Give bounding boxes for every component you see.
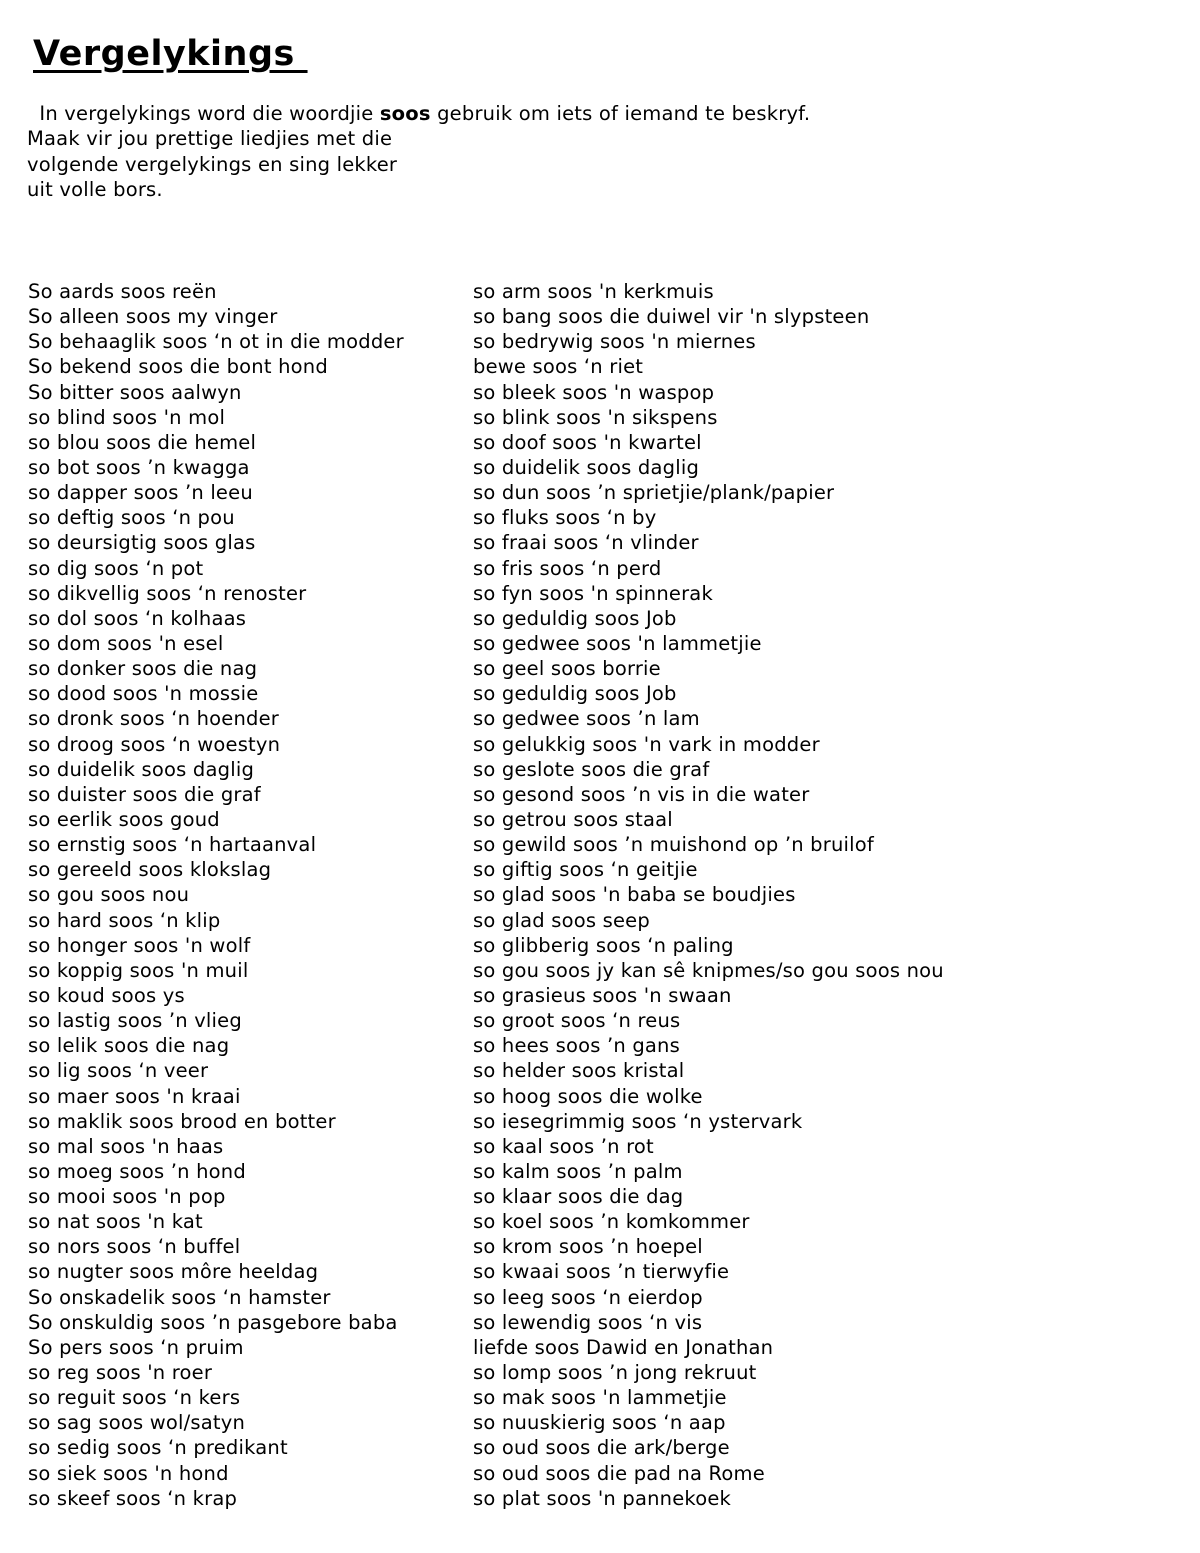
simile-item: so mal soos 'n haas xyxy=(28,1134,224,1158)
simile-item: so plat soos 'n pannekoek xyxy=(473,1486,732,1510)
simile-item: so skeef soos ‘n krap xyxy=(28,1486,238,1510)
simile-item: so lelik soos die nag xyxy=(28,1034,230,1058)
intro-keyword: soos xyxy=(379,102,431,125)
simile-item: So onskadelik soos ‘n hamster xyxy=(28,1285,331,1309)
simile-item: so grasieus soos 'n swaan xyxy=(473,983,732,1007)
simile-item: so glad soos seep xyxy=(473,908,650,932)
simile-item: so honger soos 'n wolf xyxy=(28,933,251,957)
simile-item: so hard soos ‘n klip xyxy=(28,908,221,932)
simile-item: so dronk soos ‘n hoender xyxy=(28,707,280,731)
simile-item: so deftig soos ‘n pou xyxy=(28,506,235,530)
intro-line-3: volgende vergelykings en sing lekker xyxy=(27,152,398,176)
simile-item: so bot soos ’n kwagga xyxy=(28,455,250,479)
simile-item: so dikvellig soos ‘n renoster xyxy=(28,581,307,605)
simile-item: so duister soos die graf xyxy=(28,782,261,806)
simile-item: so kaal soos ’n rot xyxy=(473,1134,654,1158)
simile-item: so klaar soos die dag xyxy=(473,1185,684,1209)
simile-item: so nuuskierig soos ‘n aap xyxy=(473,1411,726,1435)
simile-item: so hoog soos die wolke xyxy=(473,1084,703,1108)
simile-item: so duidelik soos daglig xyxy=(28,757,255,781)
simile-item: so nat soos 'n kat xyxy=(28,1210,203,1234)
simile-item: so geduldig soos Job xyxy=(473,606,677,630)
simile-item: So bitter soos aalwyn xyxy=(28,380,242,404)
simile-item: so gereeld soos klokslag xyxy=(28,858,272,882)
simile-item: so krom soos ’n hoepel xyxy=(473,1235,703,1259)
simile-item: so dom soos 'n esel xyxy=(28,631,224,655)
simile-item: so groot soos ‘n reus xyxy=(473,1009,681,1033)
simile-item: so reguit soos ‘n kers xyxy=(28,1386,241,1410)
simile-item: so lastig soos ’n vlieg xyxy=(28,1009,242,1033)
right-simile-list xyxy=(473,279,944,1511)
simile-item: so gewild soos ’n muishond op ’n bruilof xyxy=(473,833,874,857)
simile-item: so donker soos die nag xyxy=(28,657,258,681)
simile-item: so bang soos die duiwel vir 'n slypsteen xyxy=(473,305,870,329)
simile-item: so lig soos ‘n veer xyxy=(28,1059,209,1083)
simile-item: So bekend soos die bont hond xyxy=(28,355,328,379)
simile-item: so fluks soos ‘n by xyxy=(473,506,657,530)
simile-item: so eerlik soos goud xyxy=(28,807,220,831)
simile-item: so lewendig soos ‘n vis xyxy=(473,1310,703,1334)
simile-item: so glibberig soos ‘n paling xyxy=(473,933,734,957)
simile-item: so giftig soos ‘n geitjie xyxy=(473,858,698,882)
simile-item: so fyn soos 'n spinnerak xyxy=(473,581,713,605)
simile-item: so leeg soos ‘n eierdop xyxy=(473,1285,703,1309)
simile-item: so droog soos ‘n woestyn xyxy=(28,732,281,756)
intro-text: gebruik om iets of iemand te beskryf. xyxy=(430,102,811,125)
simile-item: so helder soos kristal xyxy=(473,1059,685,1083)
left-simile-list xyxy=(28,279,404,1511)
simile-item: so dun soos ’n sprietjie/plank/papier xyxy=(473,481,835,505)
simile-item: so oud soos die pad na Rome xyxy=(473,1461,765,1485)
intro-line-1 xyxy=(27,101,810,126)
simile-item: so dapper soos ’n leeu xyxy=(28,481,253,505)
intro-line-4: uit volle bors. xyxy=(27,177,163,201)
simile-item: so oud soos die ark/berge xyxy=(473,1436,730,1460)
simile-item: liefde soos Dawid en Jonathan xyxy=(473,1335,774,1359)
simile-item: so koppig soos 'n muil xyxy=(28,958,249,982)
simile-item: so duidelik soos daglig xyxy=(473,455,700,479)
simile-item: so blou soos die hemel xyxy=(28,430,257,454)
simile-item: so moeg soos ’n hond xyxy=(28,1159,246,1183)
simile-item: so geduldig soos Job xyxy=(473,682,677,706)
simile-item: so nors soos ‘n buffel xyxy=(28,1235,241,1259)
simile-item: so getrou soos staal xyxy=(473,807,673,831)
simile-item: bewe soos ‘n riet xyxy=(473,355,644,379)
simile-item: so kwaai soos ’n tierwyfie xyxy=(473,1260,730,1284)
simile-item: So pers soos ‘n pruim xyxy=(28,1335,244,1359)
simile-item: so gesond soos ’n vis in die water xyxy=(473,782,810,806)
simile-item: so arm soos 'n kerkmuis xyxy=(473,280,714,303)
simile-item: so sedig soos ‘n predikant xyxy=(28,1436,288,1460)
simile-item: so hees soos ’n gans xyxy=(473,1034,680,1058)
simile-item: so glad soos 'n baba se boudjies xyxy=(473,883,796,907)
simile-item: so iesegrimmig soos ‘n ystervark xyxy=(473,1109,803,1133)
simile-item: so siek soos 'n hond xyxy=(28,1461,229,1485)
simile-item: so maer soos 'n kraai xyxy=(28,1084,241,1108)
simile-item: So aards soos reën xyxy=(28,280,217,303)
simile-item: so geel soos borrie xyxy=(473,657,661,681)
simile-item: so gou soos jy kan sê knipmes/so gou soos nou xyxy=(473,958,944,982)
simile-item: so ernstig soos ‘n hartaanval xyxy=(28,833,317,857)
simile-item: so gedwee soos ’n lam xyxy=(473,707,700,731)
page-title: Vergelykings xyxy=(33,34,308,74)
simile-item: so mooi soos 'n pop xyxy=(28,1185,226,1209)
simile-item: so fraai soos ‘n vlinder xyxy=(473,531,699,555)
simile-item: so doof soos 'n kwartel xyxy=(473,430,702,454)
simile-item: so lomp soos ’n jong rekruut xyxy=(473,1361,757,1385)
simile-item: so dood soos 'n mossie xyxy=(28,682,259,706)
simile-item: so deursigtig soos glas xyxy=(28,531,256,555)
simile-item: so sag soos wol/satyn xyxy=(28,1411,246,1435)
simile-item: so fris soos ‘n perd xyxy=(473,556,662,580)
simile-item: so gou soos nou xyxy=(28,883,190,907)
simile-item: so koel soos ’n komkommer xyxy=(473,1210,750,1234)
simile-item: so maklik soos brood en botter xyxy=(28,1109,336,1133)
simile-item: so nugter soos môre heeldag xyxy=(28,1260,319,1284)
simile-item: So behaaglik soos ‘n ot in die modder xyxy=(28,330,404,354)
intro-line-2: Maak vir jou prettige liedjies met die xyxy=(27,127,393,151)
simile-item: so dol soos ‘n kolhaas xyxy=(28,606,247,630)
intro-paragraph xyxy=(27,101,810,202)
simile-item: So onskuldig soos ’n pasgebore baba xyxy=(28,1310,398,1334)
simile-item: so koud soos ys xyxy=(28,983,185,1007)
simile-item: so dig soos ‘n pot xyxy=(28,556,204,580)
simile-item: so bedrywig soos 'n miernes xyxy=(473,330,756,354)
simile-item: so blink soos 'n sikspens xyxy=(473,405,718,429)
simile-item: so geslote soos die graf xyxy=(473,757,710,781)
intro-text: In vergelykings word die woordjie xyxy=(33,102,380,125)
simile-item: so bleek soos 'n waspop xyxy=(473,380,715,404)
simile-item: So alleen soos my vinger xyxy=(28,305,278,329)
simile-item: so gelukkig soos 'n vark in modder xyxy=(473,732,820,756)
simile-item: so mak soos 'n lammetjie xyxy=(473,1386,727,1410)
simile-item: so gedwee soos 'n lammetjie xyxy=(473,631,762,655)
simile-item: so kalm soos ’n palm xyxy=(473,1159,683,1183)
simile-item: so reg soos 'n roer xyxy=(28,1361,213,1385)
simile-item: so blind soos 'n mol xyxy=(28,405,226,429)
